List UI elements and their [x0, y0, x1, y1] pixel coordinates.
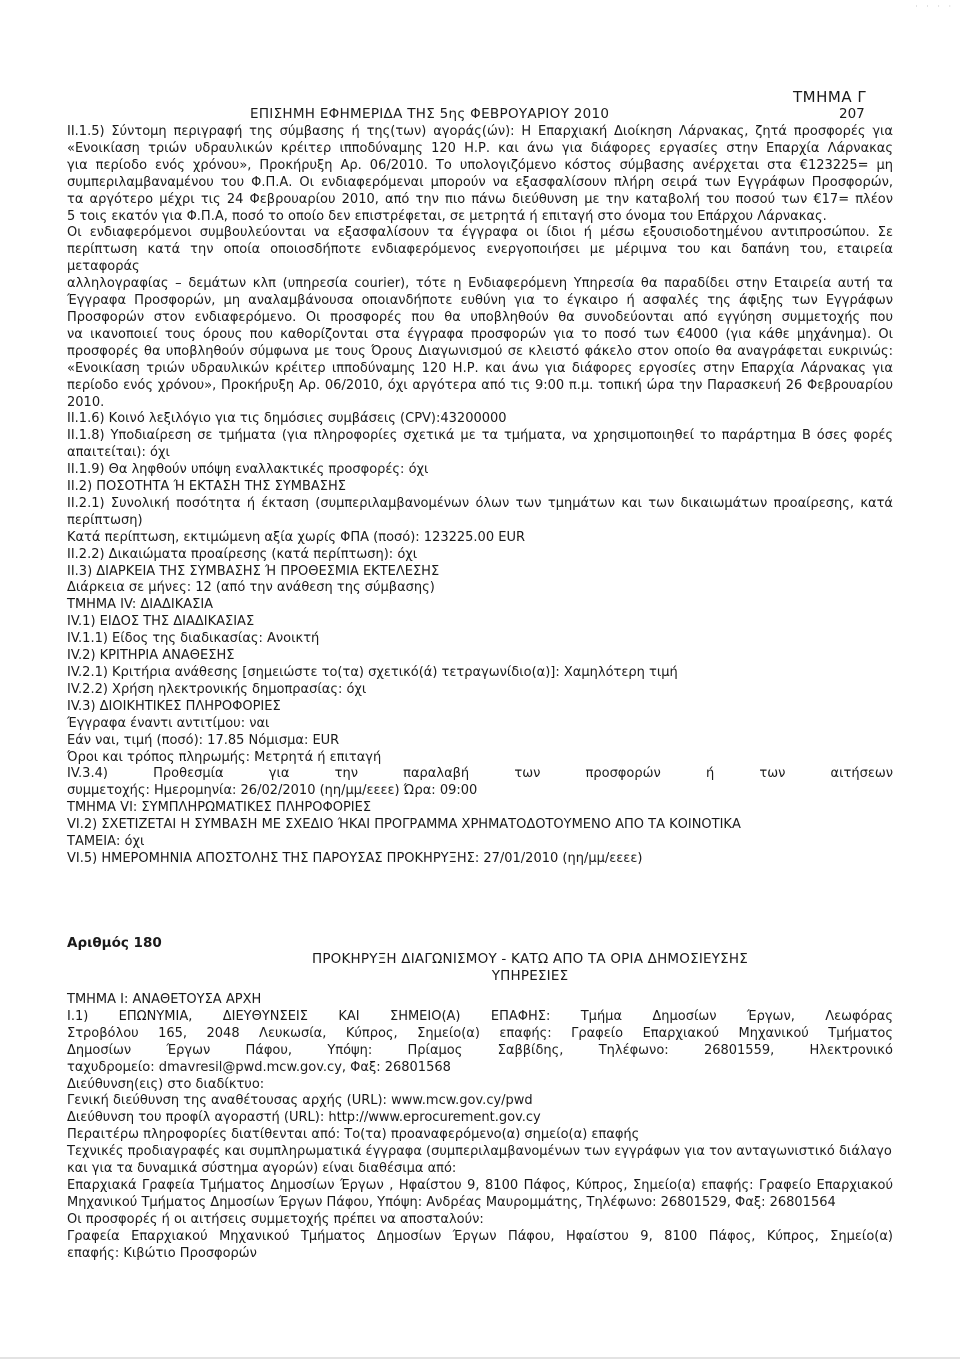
text-line: VI.5) ΗΜΕΡΟΜΗΝΙΑ ΑΠΟΣΤΟΛΗΣ ΤΗΣ ΠΑΡΟΥΣΑΣ ΠΡΟΚΗΡΥΞΗΣ: 27/01/2010 (ηη/μμ/εεεε): [67, 850, 643, 866]
text-line: να ικανοποιεί τους όρους που καθορίζονται στα έγγραφα προσφορών για το ποσό των €4000 (για κάθε μηχάνημα). Οι: [67, 326, 893, 342]
text-line: Έγγραφα Προσφορών, μη αναλαμβάνουσα οποιανδήποτε ευθύνη για το έγκαιρο ή ασφαλές της άφιξης των Εγγράφων: [67, 293, 893, 309]
text-line: Γραφεία Επαρχιακού Μηχανικού Τμήματος Δημοσίων Έργων Πάφου, Ηφαίστου 9, 8100 Πάφος, Κύπρος, Σημείο(α): [67, 1228, 893, 1244]
text-line: τα αργότερο μέχρι τις 24 Φεβρουαρίου 2010, από την πιο πάνω διεύθυνση με την καταβολή του ποσού των €17= πλέον: [67, 191, 893, 207]
text-line: περίοδο ενός χρόνου», Προκήρυξη Αρ. 06/2010, όχι αργότερα από τις 9:00 π.μ. τοπική ώρα την Παρασκευή 26 Φεβρουαρίου: [67, 377, 893, 393]
text-line: Στροβόλου 165, 2048 Λευκωσία, Κύπρος, Σημείο(α) επαφής: Γραφείο Επαρχιακού Μηχανικού Τμήματος: [67, 1025, 893, 1041]
text-line: II.3) ΔΙΑΡΚΕΙΑ ΤΗΣ ΣΥΜΒΑΣΗΣ Ή ΠΡΟΘΕΣΜΙΑ ΕΚΤΕΛΕΣΗΣ: [67, 563, 440, 579]
text-line: Οι προσφορές ή οι αιτήσεις συμμετοχής πρέπει να αποσταλούν:: [67, 1211, 484, 1227]
text-line: «Ενοικίαση τριών υδραυλικών κρέιτερ ιπποδύναμης 120 Η.Ρ. και άνω για διάφορες εργασίες στην Επαρχία Λάρνακας: [67, 140, 893, 156]
text-line: II.2.1) Συνολική ποσότητα ή έκταση (συμπεριλαμβανομένων όλων των τμημάτων και των δικαιωμάτων προαίρεσης, κατά: [67, 495, 893, 511]
text-line: IV.2.2) Χρήση ηλεκτρονικής δημοπρασίας: όχι: [67, 681, 367, 697]
text-line: απαιτείται): όχι: [67, 445, 170, 461]
scan-artifact: · · · ·: [915, 2, 954, 11]
gazette-title: ΕΠΙΣΗΜΗ ΕΦΗΜΕΡΙΔΑ ΤΗΣ 5ης ΦΕΒΡΟΥΑΡΙΟΥ 2010: [250, 106, 610, 122]
text-line: ΤΜΗΜΑ VI: ΣΥΜΠΛΗΡΩΜΑΤΙΚΕΣ ΠΛΗΡΟΦΟΡΙΕΣ: [67, 800, 372, 816]
text-line: προσφορές θα υποβληθούν σύμφωνα με τους Όρους Διαγωνισμού σε κλειστό φάκελο στον οποίο θα αναγράφεται ευκρινώς:: [67, 343, 893, 359]
text-line: IV.2) ΚΡΙΤΗΡΙΑ ΑΝΑΘΕΣΗΣ: [67, 648, 235, 664]
text-line: 2010.: [67, 394, 105, 410]
text-line: IV.1.1) Είδος της διαδικασίας: Ανοικτή: [67, 631, 320, 647]
text-line: ταχυδρομείο: dmavresil@pwd.mcw.gov.cy, Φαξ: 26801568: [67, 1059, 451, 1075]
text-line: II.1.5) Σύντομη περιγραφή της σύμβασης ή της(των) αγοράς(ών): Η Επαρχιακή Διοίκηση Λάρνακας, ζητά προσφορές για: [67, 124, 893, 139]
scan-edge-line: [0, 1357, 960, 1359]
text-line: Γενική διεύθυνση της αναθέτουσας αρχής (URL): www.mcw.gov.cy/pwd: [67, 1093, 533, 1109]
text-line: ΤΜΗΜΑ IV: ΔΙΑΔΙΚΑΣΙΑ: [67, 597, 214, 613]
text-line: επαφής: Κιβώτιο Προσφορών: [67, 1245, 257, 1261]
text-line: αλληλογραφίας – δεμάτων κλπ (υπηρεσία courier), τότε η Ενδιαφερόμενη Υπηρεσία θα παραδίδει στην Εταιρεία αυτή τα: [67, 276, 893, 292]
text-line: II.2.2) Δικαιώματα προαίρεσης (κατά περίπτωση): όχι: [67, 546, 418, 562]
text-line: Διεύθυνση(εις) στο διαδίκτυο:: [67, 1076, 265, 1092]
text-line: Διεύθυνση του προφίλ αγοραστή (URL): http://www.eprocurement.gov.cy: [67, 1110, 541, 1126]
notice-title-line: ΥΠΗΡΕΣΙΕΣ: [491, 968, 569, 984]
text-line: IV.3.4) Προθεσμία για την παραλαβή των προσφορών ή των αιτήσεων: [67, 766, 893, 782]
text-line: και για τα δυναμικά σύστημα αγορών) είναι διαθέσιμα από:: [67, 1161, 457, 1177]
text-line: IV.1) ΕΙΔΟΣ ΤΗΣ ΔΙΑΔΙΚΑΣΙΑΣ: [67, 614, 255, 630]
text-line: Όροι και τρόπος πληρωμής: Μετρητά ή επιταγή: [67, 749, 382, 765]
text-line: II.1.8) Υποδιαίρεση σε τμήματα (για πληροφορίες σχετικά με τα τμήματα, να χρησιμοποιηθεί το παράρτημα Β όσες φορές: [67, 428, 893, 444]
text-line: περίπτωση κατά την οποία οποιοσδήποτε ενδιαφερόμενος ενεργοποιήσει με μέριμνα του και δαπάνη του, εταιρεία μεταφοράς: [67, 242, 893, 275]
text-line: Δημοσίων Έργων Πάφου, Υπόψη: Πρίαμος Σαββίδης, Τηλέφωνο: 26801559, Ηλεκτρονικό: [67, 1042, 893, 1058]
text-line: Επαρχιακά Γραφεία Τμήματος Δημοσίων Έργων , Ηφαίστου 9, 8100 Πάφος, Κύπρος, Σημείο(α) επαφής: Γραφείο Επαρχιακού: [67, 1177, 893, 1193]
text-line: VI.2) ΣΧΕΤΙΖΕΤΑΙ Η ΣΥΜΒΑΣΗ ΜΕ ΣΧΕΔΙΟ ΉΚΑΙ ΠΡΟΓΡΑΜΜΑ ΧΡΗΜΑΤΟΔΟΤΟΥΜΕΝΟ ΑΠΟ ΤΑ ΚΟΙΝΟΤΙΚΑ: [67, 817, 741, 833]
text-line: Οι ενδιαφερόμενοι συμβουλεύονται να εξασφαλίσουν τα έγγραφα οι ίδιοι ή μέσω εξουσιοδοτημένου αντιπροσώπου. Σε: [67, 225, 893, 241]
text-line: II.1.9) Θα ληφθούν υπόψη εναλλακτικές προσφορές: όχι: [67, 462, 429, 478]
text-line: Κατά περίπτωση, εκτιμώμενη αξία χωρίς ΦΠΑ (ποσό): 123225.00 EUR: [67, 529, 525, 545]
text-line: ΤΜΗΜΑ Ι: ΑΝΑΘΕΤΟΥΣΑ ΑΡΧΗ: [67, 992, 262, 1007]
text-line: IV.2.1) Κριτήρια ανάθεσης [σημειώστε το(τα) σχετικό(ά) τετραγωνίδιο(α)]: Χαμηλότερη τιμή: [67, 665, 678, 680]
previous-notice-body: [67, 124, 893, 868]
text-line: II.1.6) Κοινό λεξιλόγιο για τις δημόσιες συμβάσεις (CPV):43200000: [67, 411, 507, 427]
text-line: Εάν ναι, τιμή (ποσό): 17.85 Νόμισμα: EUR: [67, 732, 340, 748]
text-line: περίπτωση): [67, 512, 143, 528]
text-line: συμμετοχής: Ημερομηνία: 26/02/2010 (ηη/μμ/εεεε) Ώρα: 09:00: [67, 783, 478, 799]
notice-title: [240, 951, 820, 985]
text-line: Προσφορών στον ενδιαφερόμενο. Οι προσφορές που θα υποβληθούν θα συνοδεύονται από εγγύηση συμμετοχής που: [67, 309, 893, 325]
text-line: I.1) ΕΠΩΝΥΜΙΑ, ΔΙΕΥΘΥΝΣΕΙΣ ΚΑΙ ΣΗΜΕΙΟ(Α) ΕΠΑΦΗΣ: Τμήμα Δημοσίων Έργων, Λεωφόρας: [67, 1008, 893, 1024]
text-line: για περίοδο ενός χρόνου», Προκήρυξη Αρ. 06/2010. Το υπολογιζόμενο κόστος σύμβασης ανέρχεται στα €123225= μη: [67, 157, 893, 173]
section-label: ΤΜΗΜΑ Γ: [793, 88, 867, 106]
notice-title-line: ΠΡΟΚΗΡΥΞΗ ΔΙΑΓΩΝΙΣΜΟΥ - ΚΑΤΩ ΑΠΟ ΤΑ ΟΡΙΑ ΔΗΜΟΣΙΕΥΣΗΣ: [311, 951, 748, 967]
text-line: Τεχνικές προδιαγραφές και συμπληρωματικά έγγραφα (συμπεριλαμβανομένων των εγγράφων για τον ανταγωνιστικό διάλαγο: [67, 1144, 892, 1160]
text-line: συμπεριλαμβαναμένου του Φ.Π.Α. Οι ενδιαφερόμεναι μπορούν να εξασφαλίσουν πλήρη σειρά των Εγγράφων Προσφορών,: [67, 174, 893, 190]
text-line: «Ενοικίαση τριών υδραυλικών κρέιτερ ιπποδύναμης 120 Η.Ρ. και άνω για διάφορες εργοσίες στην Επαρχία Λάρνακας για: [67, 360, 893, 376]
notice-body: [67, 992, 893, 1263]
page-number: 207: [839, 106, 865, 122]
text-line: II.2) ΠΟΣΟΤΗΤΑ Ή ΕΚΤΑΣΗ ΤΗΣ ΣΥΜΒΑΣΗΣ: [67, 479, 347, 495]
text-line: Περαιτέρω πληροφορίες διατίθενται από: Το(τα) προαναφερόμενο(α) σημείο(α) επαφής: [67, 1127, 640, 1143]
text-line: 5 τοις εκατόν για Φ.Π.Α, ποσό το οποίο δεν επιστρέφεται, σε μετρητά ή επιταγή στο όνομα του Επάρχου Λάρνακας.: [67, 208, 827, 224]
text-line: Μηχανικού Τμήματος Δημοσίων Έργων Πάφου, Υπόψη: Ανδρέας Μαυρομμάτης, Τηλέφωνο: 26801529, Φαξ: 26801564: [67, 1194, 836, 1210]
text-line: Διάρκεια σε μήνες: 12 (από την ανάθεση της σύμβασης): [67, 580, 435, 596]
notice-number: Αριθμός 180: [67, 935, 162, 951]
text-line: ΤΑΜΕΙΑ: όχι: [67, 834, 145, 850]
text-line: Έγγραφα έναντι αντιτίμου: ναι: [67, 715, 270, 731]
text-line: IV.3) ΔΙΟΙΚΗΤΙΚΕΣ ΠΛΗΡΟΦΟΡΙΕΣ: [67, 698, 281, 714]
